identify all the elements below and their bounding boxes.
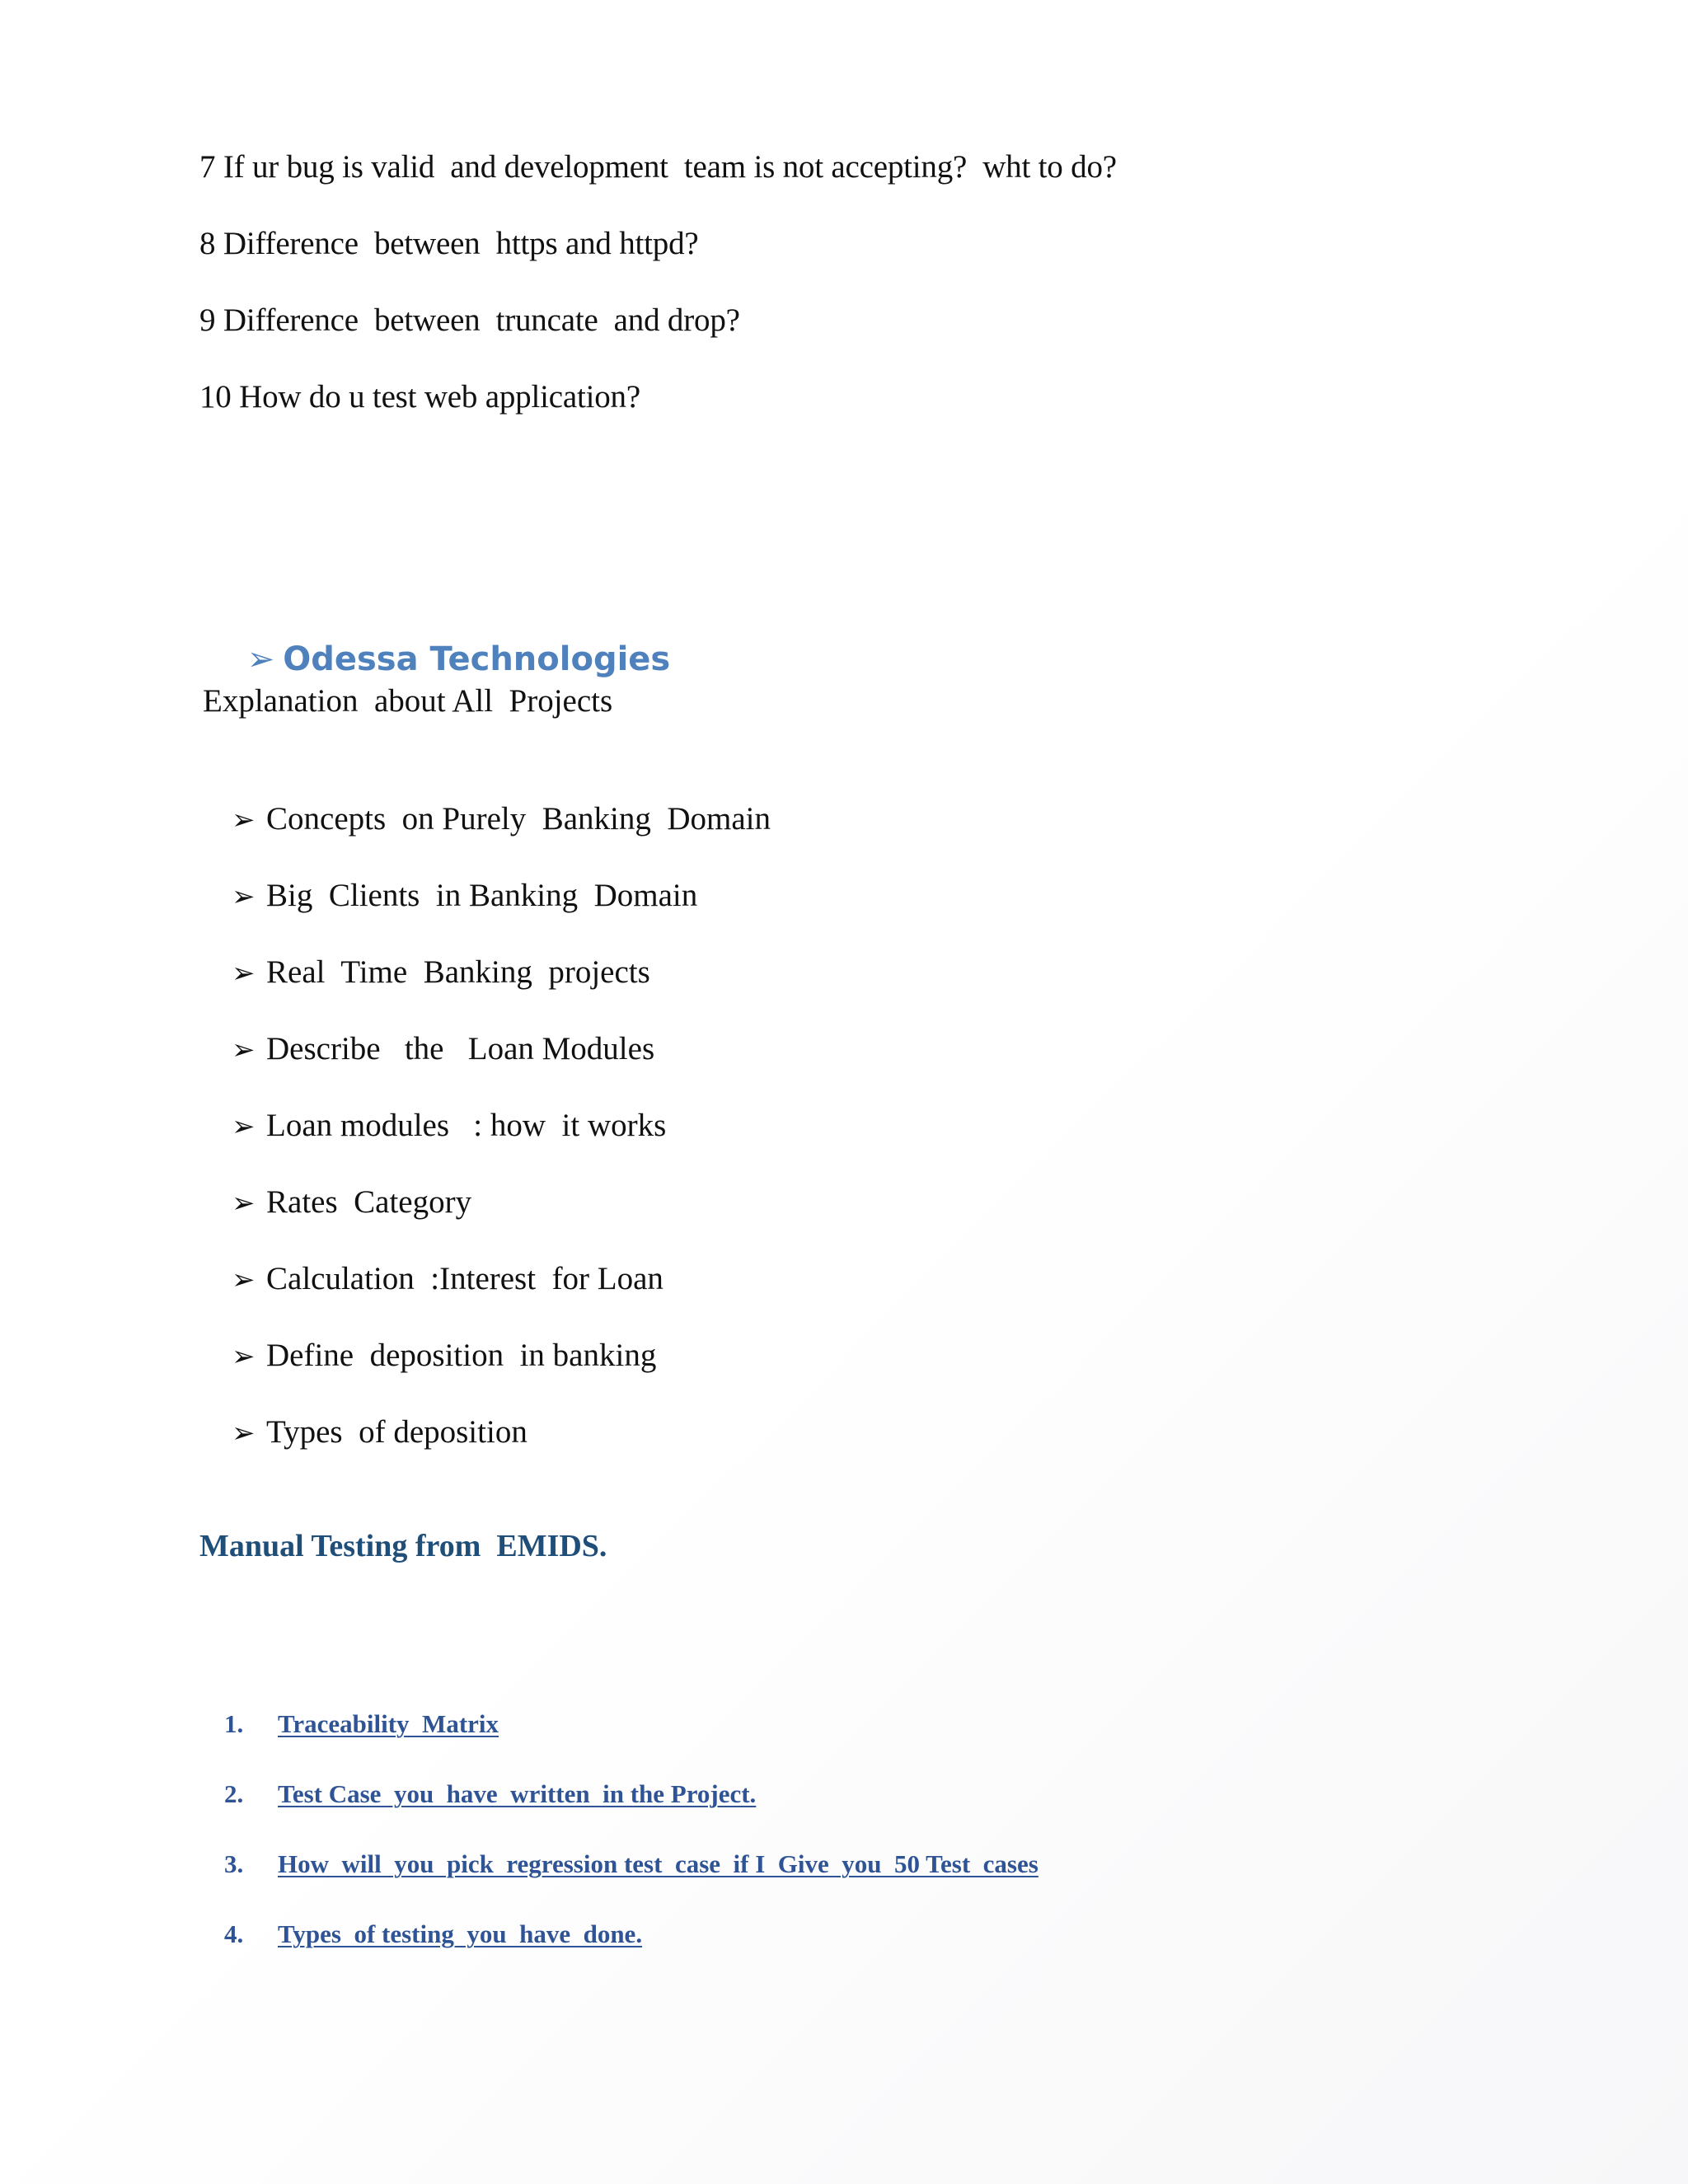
arrow-bullet-icon: ➢ <box>232 1187 256 1220</box>
list-item-text: Calculation :Interest for Loan <box>266 1261 663 1296</box>
item-link[interactable]: Traceability Matrix <box>278 1709 499 1738</box>
question-7: 7 If ur bug is valid and development team is not accepting? wht to do? <box>199 149 1117 185</box>
arrow-bullet-icon: ➢ <box>232 1340 256 1373</box>
numbered-item <box>199 1885 642 1984</box>
list-item <box>199 1373 528 1493</box>
arrow-bullet-icon: ➢ <box>232 804 256 837</box>
list-item-text: Types of deposition <box>266 1414 528 1450</box>
odessa-intro: Explanation about All Projects <box>203 683 613 719</box>
list-item-text: Define deposition in banking <box>266 1338 657 1373</box>
section-heading-emids: Manual Testing from EMIDS. <box>199 1529 607 1563</box>
arrow-bullet-icon: ➢ <box>232 1033 256 1066</box>
item-link[interactable]: How will you pick regression test case if I Give you 50 Test cases <box>278 1849 1039 1878</box>
list-item-text: Real Time Banking projects <box>266 954 650 990</box>
arrow-bullet-icon: ➢ <box>232 1417 256 1450</box>
list-item-text: Rates Category <box>266 1184 472 1220</box>
item-number: 4. <box>224 1919 244 1948</box>
list-item-text: Loan modules : how it works <box>266 1108 667 1143</box>
item-link[interactable]: Test Case you have written in the Project. <box>278 1779 757 1808</box>
item-number: 2. <box>224 1779 244 1808</box>
list-item-text: Describe the Loan Modules <box>266 1031 655 1066</box>
item-number: 1. <box>224 1709 244 1738</box>
arrow-bullet-icon: ➢ <box>232 1110 256 1143</box>
list-item-text: Big Clients in Banking Domain <box>266 878 698 913</box>
section-heading-text: Odessa Technologies <box>283 640 671 678</box>
arrow-bullet-icon: ➢ <box>232 1263 256 1296</box>
arrow-bullet-icon: ➢ <box>232 880 256 913</box>
question-8: 8 Difference between https and httpd? <box>199 226 699 261</box>
arrow-bullet-icon: ➢ <box>246 640 275 678</box>
item-number: 3. <box>224 1849 244 1878</box>
question-9: 9 Difference between truncate and drop? <box>199 302 740 338</box>
item-link[interactable]: Types of testing you have done. <box>278 1919 643 1948</box>
arrow-bullet-icon: ➢ <box>232 957 256 990</box>
list-item-text: Concepts on Purely Banking Domain <box>266 801 771 837</box>
question-10: 10 How do u test web application? <box>199 379 640 415</box>
